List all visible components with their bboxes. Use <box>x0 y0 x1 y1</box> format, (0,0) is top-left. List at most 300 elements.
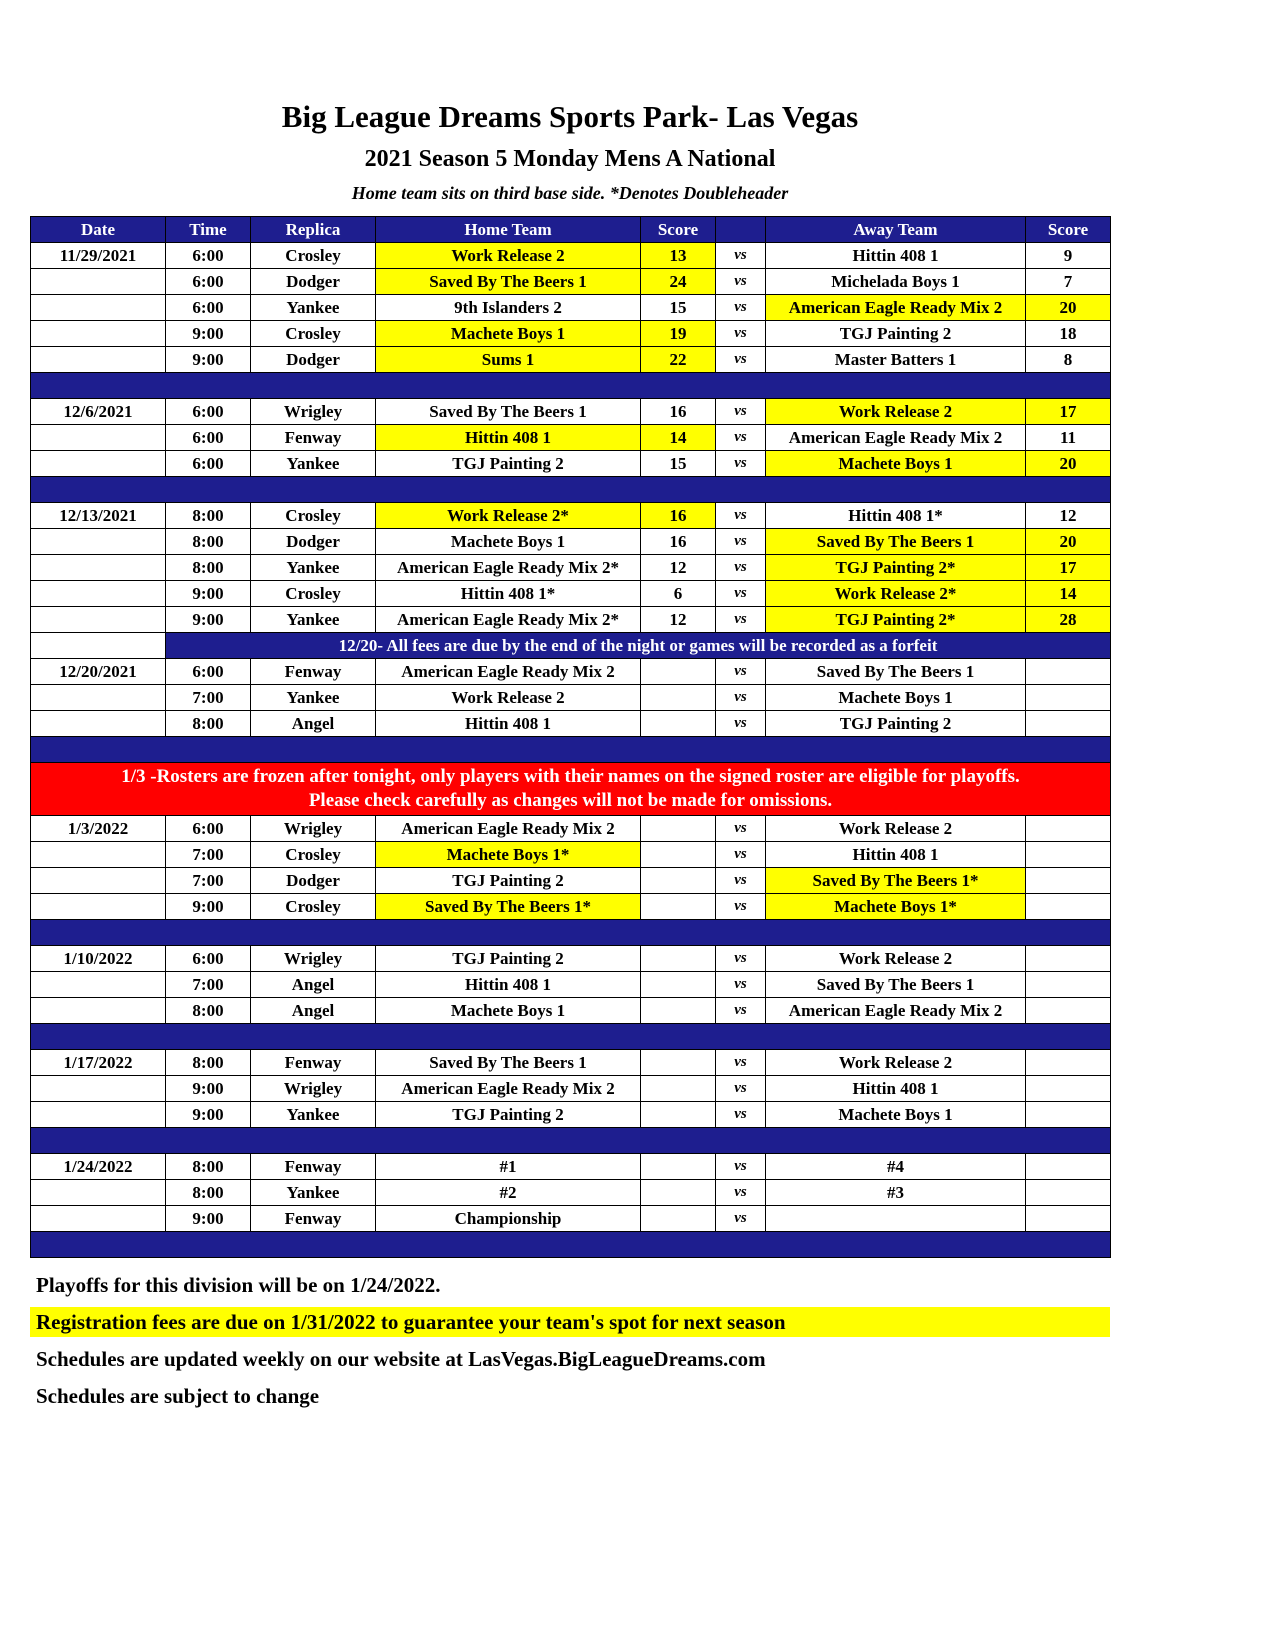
vs-cell: vs <box>716 946 766 972</box>
replica-cell: Yankee <box>251 685 376 711</box>
game-row <box>31 842 1111 868</box>
time-cell: 8:00 <box>166 998 251 1024</box>
away-score-cell <box>1026 1206 1111 1232</box>
replica-cell: Yankee <box>251 1180 376 1206</box>
home-score-cell <box>641 998 716 1024</box>
away-score-cell: 9 <box>1026 243 1111 269</box>
vs-cell: vs <box>716 659 766 685</box>
date-cell <box>31 842 166 868</box>
date-cell <box>31 607 166 633</box>
time-cell: 8:00 <box>166 1180 251 1206</box>
home-score-cell: 24 <box>641 269 716 295</box>
home-team-cell: Work Release 2 <box>376 243 641 269</box>
separator-bar <box>31 737 1111 763</box>
replica-cell: Yankee <box>251 451 376 477</box>
game-row <box>31 868 1111 894</box>
separator-row <box>31 1232 1111 1258</box>
away-score-cell <box>1026 998 1111 1024</box>
game-row <box>31 243 1111 269</box>
vs-cell: vs <box>716 243 766 269</box>
date-cell <box>31 581 166 607</box>
home-score-cell: 22 <box>641 347 716 373</box>
date-cell <box>31 529 166 555</box>
away-score-cell <box>1026 894 1111 920</box>
away-team-cell: American Eagle Ready Mix 2 <box>766 425 1026 451</box>
replica-cell: Wrigley <box>251 399 376 425</box>
home-team-cell: Sums 1 <box>376 347 641 373</box>
time-cell: 9:00 <box>166 321 251 347</box>
time-cell: 9:00 <box>166 607 251 633</box>
footer-line: Schedules are updated weekly on our website at LasVegas.BigLeagueDreams.com <box>36 1347 766 1372</box>
date-cell <box>31 555 166 581</box>
time-cell: 9:00 <box>166 1076 251 1102</box>
vs-cell: vs <box>716 1050 766 1076</box>
home-team-cell: 9th Islanders 2 <box>376 295 641 321</box>
away-team-cell: #4 <box>766 1154 1026 1180</box>
away-score-cell: 20 <box>1026 451 1111 477</box>
footer-line: Schedules are subject to change <box>36 1384 320 1409</box>
game-row <box>31 1076 1111 1102</box>
home-score-cell: 12 <box>641 555 716 581</box>
page-title: Big League Dreams Sports Park- Las Vegas <box>281 99 859 134</box>
date-cell <box>31 321 166 347</box>
date-cell <box>31 711 166 737</box>
home-score-cell <box>641 1206 716 1232</box>
home-team-cell: #2 <box>376 1180 641 1206</box>
replica-cell: Crosley <box>251 581 376 607</box>
home-team-cell: American Eagle Ready Mix 2 <box>376 1076 641 1102</box>
date-cell: 12/13/2021 <box>31 503 166 529</box>
away-team-cell: Machete Boys 1 <box>766 451 1026 477</box>
date-cell <box>31 1206 166 1232</box>
home-team-cell: Work Release 2* <box>376 503 641 529</box>
game-row <box>31 946 1111 972</box>
home-team-cell: Saved By The Beers 1 <box>376 399 641 425</box>
replica-cell: Dodger <box>251 868 376 894</box>
replica-cell: Yankee <box>251 1102 376 1128</box>
home-score-cell: 15 <box>641 451 716 477</box>
time-cell: 9:00 <box>166 894 251 920</box>
game-row <box>31 711 1111 737</box>
away-score-cell <box>1026 1102 1111 1128</box>
away-team-cell: Machete Boys 1 <box>766 1102 1026 1128</box>
vs-cell: vs <box>716 1206 766 1232</box>
date-cell: 1/17/2022 <box>31 1050 166 1076</box>
home-team-cell: Saved By The Beers 1 <box>376 269 641 295</box>
away-team-cell: Hittin 408 1* <box>766 503 1026 529</box>
home-team-cell: TGJ Painting 2 <box>376 1102 641 1128</box>
home-score-cell <box>641 842 716 868</box>
vs-cell: vs <box>716 842 766 868</box>
time-cell: 6:00 <box>166 399 251 425</box>
home-team-cell: American Eagle Ready Mix 2 <box>376 659 641 685</box>
time-cell: 9:00 <box>166 1206 251 1232</box>
col-header-time: Time <box>166 217 251 243</box>
game-row <box>31 555 1111 581</box>
time-cell: 6:00 <box>166 816 251 842</box>
date-cell <box>31 451 166 477</box>
home-team-cell: Championship <box>376 1206 641 1232</box>
roster-banner <box>31 763 1111 816</box>
away-team-cell: American Eagle Ready Mix 2 <box>766 998 1026 1024</box>
away-team-cell: TGJ Painting 2 <box>766 321 1026 347</box>
away-team-cell: Machete Boys 1 <box>766 685 1026 711</box>
home-score-cell <box>641 868 716 894</box>
time-cell: 8:00 <box>166 529 251 555</box>
time-cell: 6:00 <box>166 659 251 685</box>
replica-cell: Wrigley <box>251 946 376 972</box>
date-cell <box>31 685 166 711</box>
away-team-cell: Saved By The Beers 1* <box>766 868 1026 894</box>
replica-cell: Dodger <box>251 347 376 373</box>
home-team-cell: American Eagle Ready Mix 2 <box>376 816 641 842</box>
game-row <box>31 503 1111 529</box>
away-team-cell: Work Release 2 <box>766 1050 1026 1076</box>
date-cell: 1/24/2022 <box>31 1154 166 1180</box>
home-score-cell: 16 <box>641 503 716 529</box>
home-score-cell <box>641 1154 716 1180</box>
vs-cell: vs <box>716 868 766 894</box>
game-row <box>31 1050 1111 1076</box>
vs-cell: vs <box>716 503 766 529</box>
home-team-cell: TGJ Painting 2 <box>376 868 641 894</box>
away-score-cell <box>1026 659 1111 685</box>
notice-row <box>31 633 1111 659</box>
replica-cell: Dodger <box>251 269 376 295</box>
home-score-cell: 16 <box>641 399 716 425</box>
date-cell: 1/10/2022 <box>31 946 166 972</box>
time-cell: 6:00 <box>166 295 251 321</box>
schedule-table <box>30 216 1111 1258</box>
col-header-away-team: Away Team <box>766 217 1026 243</box>
home-score-cell: 14 <box>641 425 716 451</box>
replica-cell: Yankee <box>251 607 376 633</box>
date-cell <box>31 269 166 295</box>
home-team-cell: Machete Boys 1* <box>376 842 641 868</box>
away-score-cell: 17 <box>1026 555 1111 581</box>
away-score-cell: 8 <box>1026 347 1111 373</box>
separator-bar <box>31 1232 1111 1258</box>
away-score-cell: 20 <box>1026 529 1111 555</box>
home-score-cell: 15 <box>641 295 716 321</box>
home-score-cell <box>641 711 716 737</box>
separator-row <box>31 1128 1111 1154</box>
home-team-cell: Hittin 408 1* <box>376 581 641 607</box>
replica-cell: Crosley <box>251 503 376 529</box>
time-cell: 6:00 <box>166 269 251 295</box>
away-team-cell: Hittin 408 1 <box>766 1076 1026 1102</box>
home-team-cell: #1 <box>376 1154 641 1180</box>
time-cell: 7:00 <box>166 842 251 868</box>
game-row <box>31 1180 1111 1206</box>
replica-cell: Angel <box>251 998 376 1024</box>
away-score-cell <box>1026 946 1111 972</box>
away-team-cell: TGJ Painting 2* <box>766 607 1026 633</box>
separator-bar <box>31 1128 1111 1154</box>
home-score-cell: 19 <box>641 321 716 347</box>
date-cell <box>31 295 166 321</box>
time-cell: 7:00 <box>166 685 251 711</box>
separator-row <box>31 1024 1111 1050</box>
away-team-cell: Work Release 2 <box>766 399 1026 425</box>
home-score-cell <box>641 659 716 685</box>
date-cell <box>31 633 166 659</box>
vs-cell: vs <box>716 685 766 711</box>
vs-cell: vs <box>716 607 766 633</box>
time-cell: 9:00 <box>166 581 251 607</box>
banner-row <box>31 763 1111 816</box>
away-score-cell <box>1026 1154 1111 1180</box>
away-team-cell: Saved By The Beers 1 <box>766 529 1026 555</box>
home-team-cell: TGJ Painting 2 <box>376 451 641 477</box>
vs-cell: vs <box>716 321 766 347</box>
game-row <box>31 1102 1111 1128</box>
away-score-cell: 7 <box>1026 269 1111 295</box>
vs-cell: vs <box>716 399 766 425</box>
vs-cell: vs <box>716 581 766 607</box>
away-score-cell: 11 <box>1026 425 1111 451</box>
time-cell: 8:00 <box>166 711 251 737</box>
schedule-page <box>30 0 1110 1411</box>
replica-cell: Fenway <box>251 1050 376 1076</box>
time-cell: 9:00 <box>166 1102 251 1128</box>
home-score-cell <box>641 685 716 711</box>
home-team-cell: Hittin 408 1 <box>376 711 641 737</box>
game-row <box>31 894 1111 920</box>
away-team-cell: TGJ Painting 2* <box>766 555 1026 581</box>
home-score-cell: 6 <box>641 581 716 607</box>
vs-cell: vs <box>716 451 766 477</box>
col-header-home-team: Home Team <box>376 217 641 243</box>
replica-cell: Wrigley <box>251 1076 376 1102</box>
date-cell: 1/3/2022 <box>31 816 166 842</box>
separator-bar <box>31 1024 1111 1050</box>
home-team-cell: Work Release 2 <box>376 685 641 711</box>
home-score-cell <box>641 1102 716 1128</box>
banner-line: Please check carefully as changes will not be made for omissions. <box>308 790 833 812</box>
col-header-home-score: Score <box>641 217 716 243</box>
footer-line: Playoffs for this division will be on 1/24/2022. <box>36 1273 441 1298</box>
vs-cell: vs <box>716 1154 766 1180</box>
replica-cell: Angel <box>251 711 376 737</box>
time-cell: 6:00 <box>166 946 251 972</box>
home-team-cell: Machete Boys 1 <box>376 529 641 555</box>
away-team-cell: Work Release 2* <box>766 581 1026 607</box>
home-score-cell: 16 <box>641 529 716 555</box>
home-team-cell: American Eagle Ready Mix 2* <box>376 555 641 581</box>
vs-cell: vs <box>716 1076 766 1102</box>
away-team-cell <box>766 1206 1026 1232</box>
time-cell: 6:00 <box>166 451 251 477</box>
replica-cell: Crosley <box>251 243 376 269</box>
banner-line: 1/3 -Rosters are frozen after tonight, only players with their names on the signed roster are eligible for playoffs. <box>121 766 1020 788</box>
vs-cell: vs <box>716 269 766 295</box>
away-team-cell: Saved By The Beers 1 <box>766 659 1026 685</box>
vs-cell: vs <box>716 711 766 737</box>
game-row <box>31 269 1111 295</box>
col-header-replica: Replica <box>251 217 376 243</box>
away-score-cell <box>1026 972 1111 998</box>
home-score-cell <box>641 1076 716 1102</box>
vs-cell: vs <box>716 347 766 373</box>
game-row <box>31 816 1111 842</box>
replica-cell: Crosley <box>251 894 376 920</box>
vs-cell: vs <box>716 998 766 1024</box>
game-row <box>31 998 1111 1024</box>
separator-bar <box>31 373 1111 399</box>
away-score-cell: 12 <box>1026 503 1111 529</box>
time-cell: 8:00 <box>166 555 251 581</box>
page-subtitle: 2021 Season 5 Monday Mens A National <box>364 146 776 173</box>
away-score-cell: 18 <box>1026 321 1111 347</box>
game-row <box>31 659 1111 685</box>
away-team-cell: Hittin 408 1 <box>766 243 1026 269</box>
time-cell: 8:00 <box>166 1154 251 1180</box>
replica-cell: Crosley <box>251 321 376 347</box>
time-cell: 7:00 <box>166 972 251 998</box>
away-score-cell <box>1026 685 1111 711</box>
home-score-cell <box>641 1050 716 1076</box>
replica-cell: Fenway <box>251 659 376 685</box>
game-row <box>31 425 1111 451</box>
home-team-cell: Machete Boys 1 <box>376 321 641 347</box>
notice-text: 12/20- All fees are due by the end of the night or games will be recorded as a forfeit <box>166 633 1111 659</box>
away-score-cell: 14 <box>1026 581 1111 607</box>
away-score-cell <box>1026 711 1111 737</box>
home-team-cell: Hittin 408 1 <box>376 425 641 451</box>
vs-cell: vs <box>716 555 766 581</box>
replica-cell: Dodger <box>251 529 376 555</box>
date-cell <box>31 894 166 920</box>
date-cell: 11/29/2021 <box>31 243 166 269</box>
separator-row <box>31 920 1111 946</box>
time-cell: 8:00 <box>166 503 251 529</box>
away-team-cell: Work Release 2 <box>766 946 1026 972</box>
away-team-cell: American Eagle Ready Mix 2 <box>766 295 1026 321</box>
separator-row <box>31 737 1111 763</box>
game-row <box>31 1154 1111 1180</box>
vs-cell: vs <box>716 816 766 842</box>
separator-bar <box>31 920 1111 946</box>
game-row <box>31 685 1111 711</box>
replica-cell: Fenway <box>251 1206 376 1232</box>
separator-bar <box>31 477 1111 503</box>
game-row <box>31 321 1111 347</box>
date-cell: 12/20/2021 <box>31 659 166 685</box>
home-score-cell <box>641 816 716 842</box>
home-team-cell: TGJ Painting 2 <box>376 946 641 972</box>
page-note: Home team sits on third base side. *Denotes Doubleheader <box>351 183 789 204</box>
game-row <box>31 1206 1111 1232</box>
time-cell: 6:00 <box>166 243 251 269</box>
replica-cell: Fenway <box>251 1154 376 1180</box>
vs-cell: vs <box>716 972 766 998</box>
away-team-cell: Michelada Boys 1 <box>766 269 1026 295</box>
date-cell <box>31 425 166 451</box>
away-team-cell: #3 <box>766 1180 1026 1206</box>
away-team-cell: Master Batters 1 <box>766 347 1026 373</box>
replica-cell: Wrigley <box>251 816 376 842</box>
home-team-cell: Saved By The Beers 1* <box>376 894 641 920</box>
away-score-cell <box>1026 1076 1111 1102</box>
col-header-date: Date <box>31 217 166 243</box>
col-header-vs <box>716 217 766 243</box>
date-cell <box>31 347 166 373</box>
replica-cell: Fenway <box>251 425 376 451</box>
away-score-cell <box>1026 1180 1111 1206</box>
time-cell: 9:00 <box>166 347 251 373</box>
schedule-body <box>31 243 1111 1258</box>
home-team-cell: American Eagle Ready Mix 2* <box>376 607 641 633</box>
footer-line-highlighted: Registration fees are due on 1/31/2022 to guarantee your team's spot for next season <box>30 1307 1110 1337</box>
game-row <box>31 451 1111 477</box>
date-cell <box>31 998 166 1024</box>
away-score-cell <box>1026 842 1111 868</box>
replica-cell: Yankee <box>251 295 376 321</box>
home-score-cell <box>641 894 716 920</box>
away-team-cell: Hittin 408 1 <box>766 842 1026 868</box>
home-score-cell <box>641 972 716 998</box>
away-team-cell: Saved By The Beers 1 <box>766 972 1026 998</box>
away-score-cell: 28 <box>1026 607 1111 633</box>
date-cell: 12/6/2021 <box>31 399 166 425</box>
game-row <box>31 529 1111 555</box>
game-row <box>31 607 1111 633</box>
away-team-cell: TGJ Painting 2 <box>766 711 1026 737</box>
date-cell <box>31 972 166 998</box>
home-score-cell <box>641 946 716 972</box>
replica-cell: Yankee <box>251 555 376 581</box>
away-team-cell: Work Release 2 <box>766 816 1026 842</box>
vs-cell: vs <box>716 894 766 920</box>
game-row <box>31 972 1111 998</box>
date-cell <box>31 1102 166 1128</box>
home-team-cell: Hittin 408 1 <box>376 972 641 998</box>
home-team-cell: Machete Boys 1 <box>376 998 641 1024</box>
away-score-cell <box>1026 1050 1111 1076</box>
replica-cell: Crosley <box>251 842 376 868</box>
date-cell <box>31 1180 166 1206</box>
home-score-cell: 13 <box>641 243 716 269</box>
separator-row <box>31 373 1111 399</box>
away-score-cell <box>1026 868 1111 894</box>
away-score-cell: 17 <box>1026 399 1111 425</box>
away-score-cell: 20 <box>1026 295 1111 321</box>
footer <box>30 1270 1110 1411</box>
time-cell: 8:00 <box>166 1050 251 1076</box>
vs-cell: vs <box>716 295 766 321</box>
vs-cell: vs <box>716 1102 766 1128</box>
separator-row <box>31 477 1111 503</box>
date-cell <box>31 868 166 894</box>
vs-cell: vs <box>716 425 766 451</box>
game-row <box>31 581 1111 607</box>
home-score-cell <box>641 1180 716 1206</box>
time-cell: 6:00 <box>166 425 251 451</box>
game-row <box>31 399 1111 425</box>
time-cell: 7:00 <box>166 868 251 894</box>
vs-cell: vs <box>716 1180 766 1206</box>
away-team-cell: Machete Boys 1* <box>766 894 1026 920</box>
game-row <box>31 347 1111 373</box>
home-team-cell: Saved By The Beers 1 <box>376 1050 641 1076</box>
date-cell <box>31 1076 166 1102</box>
replica-cell: Angel <box>251 972 376 998</box>
vs-cell: vs <box>716 529 766 555</box>
away-score-cell <box>1026 816 1111 842</box>
home-score-cell: 12 <box>641 607 716 633</box>
table-header-row <box>31 217 1111 243</box>
